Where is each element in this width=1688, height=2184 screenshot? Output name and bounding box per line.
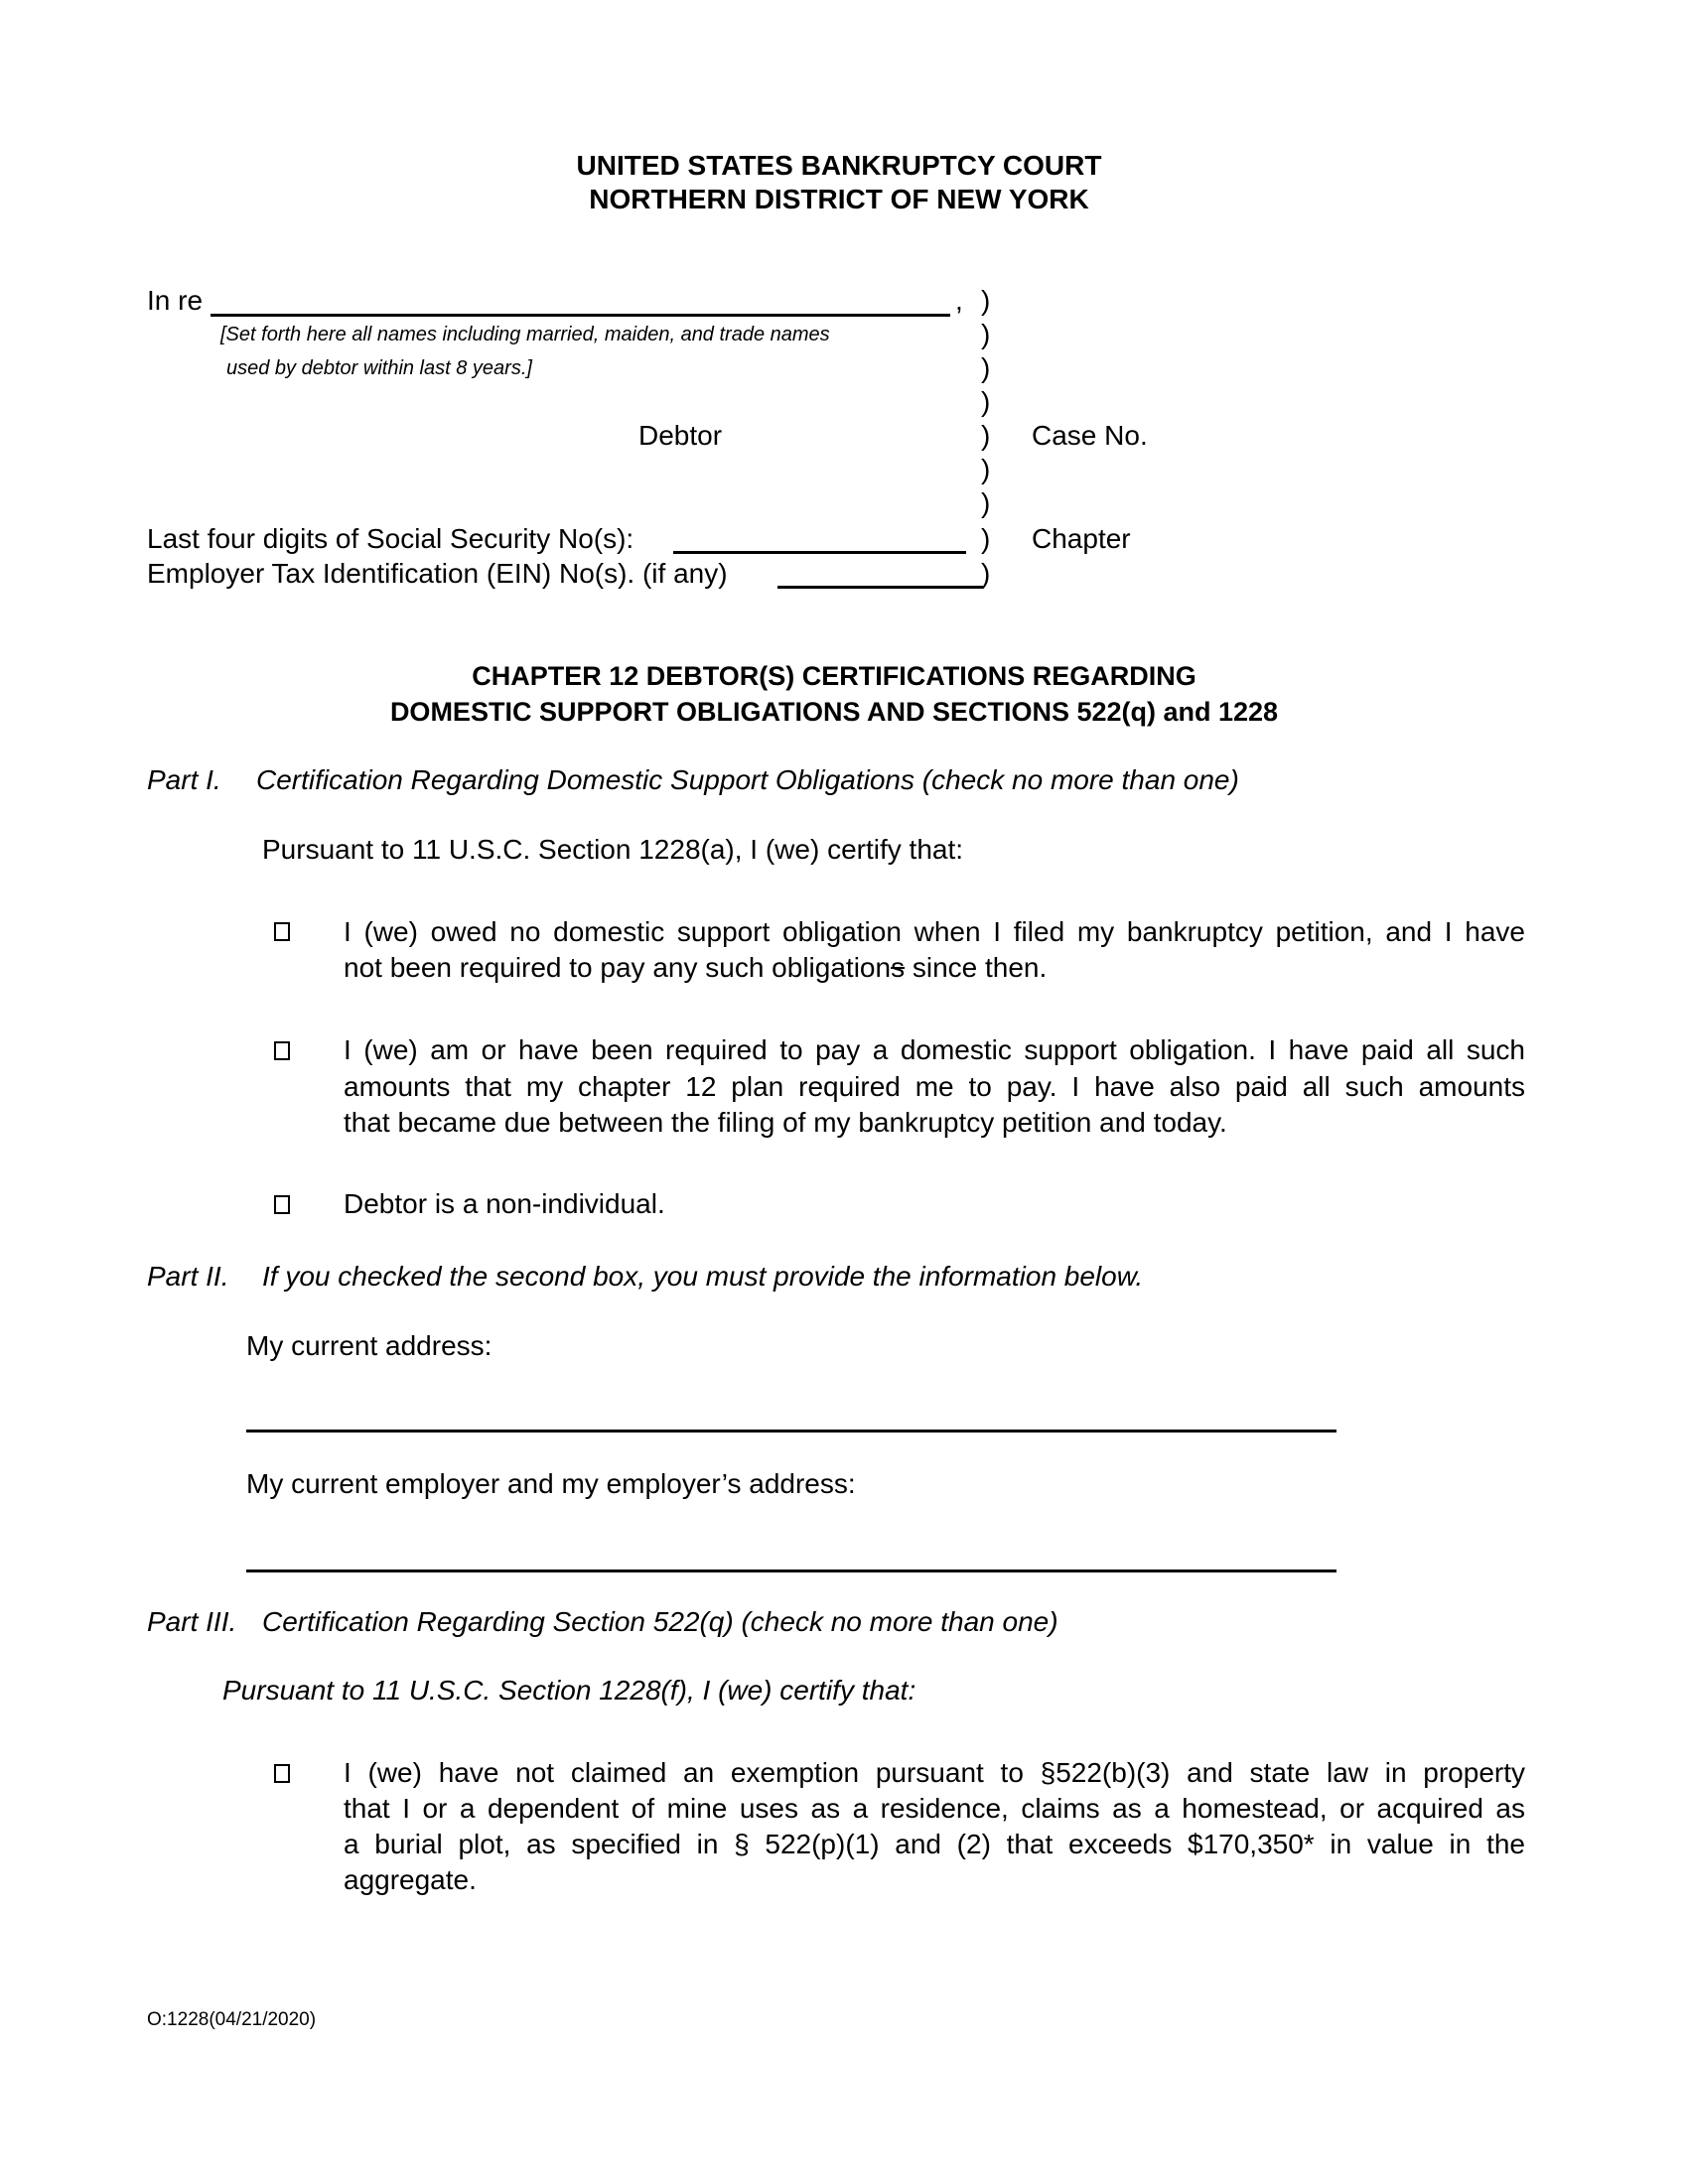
caption-paren: ) (981, 487, 991, 518)
court-name: UNITED STATES BANKRUPTCY COURT (576, 150, 1102, 181)
part2-label: Part II. (147, 1261, 229, 1292)
debtor-label: Debtor (638, 420, 723, 451)
address-label: My current address: (246, 1330, 492, 1361)
case-no-field[interactable] (1167, 419, 1365, 453)
caption-paren: ) (981, 420, 991, 451)
part3-heading: Certification Regarding Section 522(q) (check no more than one) (262, 1606, 1058, 1637)
names-instruction-line1: [Set forth here all names including married, maiden, and trade names (220, 324, 830, 345)
part1-label: Part I. (147, 764, 221, 795)
chapter-field[interactable] (1152, 522, 1350, 556)
part1-option1-checkbox[interactable] (274, 922, 290, 941)
in-re-field[interactable] (211, 314, 950, 317)
case-no-label: Case No. (1032, 420, 1148, 451)
part1-option1-line1: I (we) owed no domestic support obligation when I filed my bankruptcy petition, and I have (344, 916, 1525, 947)
court-district: NORTHERN DISTRICT OF NEW YORK (589, 184, 1089, 214)
part3-intro: Pursuant to 11 U.S.C. Section 1228(f), I (we) certify that: (222, 1675, 916, 1706)
part1-option2-checkbox[interactable] (274, 1041, 290, 1060)
part3-option1-line4: aggregate. (344, 1864, 477, 1895)
part1-intro: Pursuant to 11 U.S.C. Section 1228(a), I (we) certify that: (262, 834, 964, 865)
employer-field[interactable] (246, 1570, 1336, 1572)
caption-paren: ) (981, 386, 991, 417)
caption-paren: ) (981, 319, 991, 349)
part3-label: Part III. (147, 1606, 237, 1637)
part3-option1-line1: I (we) have not claimed an exemption pursuant to §522(b)(3) and state law in property (344, 1757, 1525, 1788)
in-re-comma: , (955, 285, 963, 316)
part1-option3-checkbox[interactable] (274, 1195, 290, 1214)
document-title-line2: DOMESTIC SUPPORT OBLIGATIONS AND SECTIONS 522(q) and 1228 (389, 697, 1279, 727)
document-title-line1: CHAPTER 12 DEBTOR(S) CERTIFICATIONS REGARDING (472, 661, 1196, 691)
in-re-label: In re (147, 285, 204, 316)
chapter-label: Chapter (1032, 523, 1131, 554)
caption-paren: ) (981, 523, 991, 554)
caption-paren: ) (981, 558, 991, 589)
part1-option2-line2: amounts that my chapter 12 plan required me to pay. I have also paid all such amounts (344, 1071, 1525, 1102)
ssn-field[interactable] (673, 551, 966, 554)
struck-text: s (891, 952, 906, 983)
part1-option3-line1: Debtor is a non-individual. (344, 1188, 665, 1219)
part1-option2-line3: that became due between the filing of my bankruptcy petition and today. (344, 1107, 1227, 1138)
ein-field[interactable] (777, 586, 983, 589)
part3-option1-line3: a burial plot, as specified in § 522(p)(1) and (2) that exceeds $170,350* in value in the (344, 1829, 1525, 1859)
part1-option1-line2: not been required to pay any such obligations since then. (344, 952, 1048, 983)
part3-option1-line2: that I or a dependent of mine uses as a residence, claims as a homestead, or acquired as (344, 1793, 1525, 1824)
names-instruction-line2: used by debtor within last 8 years.] (226, 357, 532, 379)
part2-heading: If you checked the second box, you must provide the information below. (262, 1261, 1144, 1292)
employer-label: My current employer and my employer’s address: (246, 1468, 856, 1499)
caption-paren: ) (981, 454, 991, 484)
form-id: O:1228(04/21/2020) (147, 2009, 317, 2030)
caption-paren: ) (981, 285, 991, 316)
ssn-label: Last four digits of Social Security No(s): (147, 523, 634, 554)
address-field[interactable] (246, 1430, 1336, 1433)
part1-heading: Certification Regarding Domestic Support Obligations (check no more than one) (256, 764, 1239, 795)
caption-paren: ) (981, 352, 991, 383)
part1-option2-line1: I (we) am or have been required to pay a domestic support obligation. I have paid all such (344, 1034, 1525, 1065)
ein-label: Employer Tax Identification (EIN) No(s). (if any) (147, 558, 728, 589)
part3-option1-checkbox[interactable] (274, 1764, 290, 1783)
